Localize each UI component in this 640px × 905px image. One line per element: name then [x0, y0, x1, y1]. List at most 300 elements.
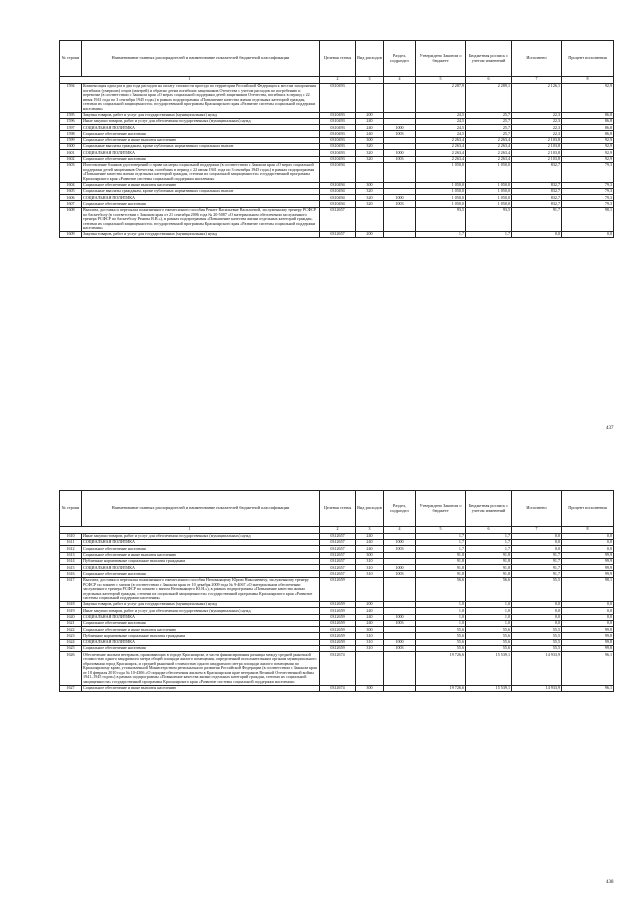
section-cell: 1000	[384, 565, 416, 571]
table-header-row	[60, 491, 614, 527]
section-cell	[384, 83, 416, 112]
col-header-exp-type: Вид расходов	[356, 491, 384, 527]
row-number-cell: 1610	[60, 533, 82, 539]
expense-type-cell: 200	[356, 602, 384, 608]
approved-amount-cell: 1,7	[416, 533, 466, 539]
row-name-cell: Компенсация один раз в два года расходов на оплату стоимости проезда по территории Российской Федерации к местам захоронения погибших (умерших) отцов (матерей) и обратно детям погибших защитников Отечества с учетом расходов по погребению и перевозке (в соответствии с Законом края «О мерах социальной поддержки детей защитников Отечества, погибших в период с 22 июня 1941 года по 3 сентября 1945 года») в рамках подпрограммы «Повышение качества жизни отдельных категорий граждан, степени их социальной защищенности» государственной программы Красноярского края «Развитие системы социальной поддержки населения»	[82, 83, 320, 112]
expense-type-cell: 240	[356, 118, 384, 124]
row-name-cell: Социальное обеспечение и иные выплаты населению	[82, 627, 320, 633]
approved-amount-cell: 1,7	[416, 232, 466, 238]
target-article-cell: 0312659	[320, 639, 356, 645]
expense-type-cell: 240	[356, 131, 384, 137]
row-number-cell: 1605	[60, 188, 82, 194]
row-number-cell: 1611	[60, 540, 82, 546]
section-cell	[384, 652, 416, 685]
approved-amount-cell: 1,0	[416, 620, 466, 626]
row-number-cell: 1608	[60, 207, 82, 231]
executed-amount-cell: 22,3	[512, 112, 562, 118]
executed-amount-cell: 22,3	[512, 125, 562, 131]
section-cell: 1000	[384, 639, 416, 645]
expense-type-cell: 240	[356, 620, 384, 626]
expense-type-cell: 200	[356, 232, 384, 238]
budget-list-amount-cell: 25,7	[466, 112, 512, 118]
approved-amount-cell: 1 050,0	[416, 188, 466, 194]
row-name-cell: Социальные выплаты гражданам, кроме публичных нормативных социальных выплат	[82, 188, 320, 194]
target-article-cell: 0312657	[320, 558, 356, 564]
expense-type-cell: 300	[356, 552, 384, 558]
expense-type-cell: 300	[356, 137, 384, 143]
expense-type-cell: 240	[356, 608, 384, 614]
row-number-cell: 1599	[60, 137, 82, 143]
col-index: 5	[416, 77, 466, 84]
executed-amount-cell: 0,0	[512, 608, 562, 614]
approved-amount-cell: 2 263,4	[416, 137, 466, 143]
col-header-exp-type: Вид расходов	[356, 41, 384, 77]
expense-type-cell: 240	[356, 533, 384, 539]
col-index: 7	[512, 527, 562, 534]
row-number-cell: 1604	[60, 182, 82, 188]
percent-cell: 92,9	[562, 156, 614, 162]
row-name-cell: Социальное обеспечение населения	[82, 546, 320, 552]
target-article-cell: 0312657	[320, 232, 356, 238]
budget-list-amount-cell: 15 539,1	[466, 652, 512, 685]
row-number-cell: 1616	[60, 571, 82, 577]
section-cell: 1003	[384, 620, 416, 626]
approved-amount-cell: 1,0	[416, 614, 466, 620]
row-name-cell: Социальное обеспечение населения	[82, 156, 320, 162]
approved-amount-cell: 1,0	[416, 602, 466, 608]
row-name-cell: Закупка товаров, работ и услуг для государственных (муниципальных) нужд	[82, 602, 320, 608]
approved-amount-cell: 19 726,6	[416, 652, 466, 685]
row-number-cell: 1622	[60, 627, 82, 633]
col-header-percent: Процент исполнения	[562, 491, 614, 527]
row-name-cell: Публичные нормативные социальные выплаты гражданам	[82, 633, 320, 639]
row-name-cell: СОЦИАЛЬНАЯ ПОЛИТИКА	[82, 565, 320, 571]
section-cell	[384, 577, 416, 601]
approved-amount-cell: 91,8	[416, 552, 466, 558]
col-index: 2	[320, 77, 356, 84]
section-cell: 1000	[384, 540, 416, 546]
approved-amount-cell: 1 050,0	[416, 201, 466, 207]
approved-amount-cell: 55,6	[416, 627, 466, 633]
table-row	[60, 652, 614, 685]
executed-amount-cell: 14 933,9	[512, 685, 562, 691]
row-number-cell: 1626	[60, 652, 82, 685]
budget-list-amount-cell: 1,7	[466, 533, 512, 539]
row-name-cell: Иные закупки товаров, работ и услуг для обеспечения государственных (муниципальных) нужд	[82, 608, 320, 614]
budget-list-amount-cell: 1 050,0	[466, 182, 512, 188]
percent-cell: 92,9	[562, 150, 614, 156]
budget-list-amount-cell: 55,6	[466, 627, 512, 633]
row-number-cell: 1606	[60, 195, 82, 201]
target-article-cell: 0310493	[320, 156, 356, 162]
row-name-cell: СОЦИАЛЬНАЯ ПОЛИТИКА	[82, 614, 320, 620]
row-number-cell: 1612	[60, 546, 82, 552]
section-cell: 1000	[384, 125, 416, 131]
budget-list-amount-cell: 1 050,0	[466, 195, 512, 201]
target-article-cell: 0312659	[320, 627, 356, 633]
percent-cell: 99,8	[562, 639, 614, 645]
row-number-cell: 1601	[60, 150, 82, 156]
col-index: 1	[60, 527, 320, 534]
percent-cell: 0,0	[562, 546, 614, 552]
approved-amount-cell: 55,6	[416, 633, 466, 639]
row-name-cell: Закупка товаров, работ и услуг для государственных (муниципальных) нужд	[82, 112, 320, 118]
section-cell	[384, 162, 416, 182]
target-article-cell: 0310494	[320, 201, 356, 207]
expense-type-cell: 320	[356, 143, 384, 149]
col-index: 6	[466, 77, 512, 84]
col-index: 1	[60, 77, 320, 84]
budget-list-amount-cell: 1,0	[466, 602, 512, 608]
column-index-row	[60, 527, 614, 534]
expense-type-cell: 310	[356, 646, 384, 652]
executed-amount-cell: 0,0	[512, 602, 562, 608]
expense-type-cell	[356, 577, 384, 601]
target-article-cell: 0312659	[320, 602, 356, 608]
expense-type-cell: 240	[356, 125, 384, 131]
budget-list-amount-cell: 1,0	[466, 620, 512, 626]
col-header-name: Наименование главных распорядителей и наименование показателей бюджетной классификации	[82, 491, 320, 527]
target-article-cell: 0310494	[320, 195, 356, 201]
executed-amount-cell: 2 103,8	[512, 137, 562, 143]
row-name-cell: Социальное обеспечение населения	[82, 131, 320, 137]
executed-amount-cell: 0,0	[512, 540, 562, 546]
col-header-row-no: № строки	[60, 491, 82, 527]
row-name-cell: Обеспечение жильем ветеранов, проживающих в городе Красноярске, в части финансирования разницы между средней рыночной стоимостью одного квадратного метра общей площади жилого помещения, определенной исполнительным органом муниципального образования город Красноярск, и средней рыночной стоимостью одного квадратного метра площади жилого помещения по Красноярскому краю, установленной Министерством регионального развития Российской Федерации (в соответствии с Законом края от 18 февраля 2010 года № 10-4306 «О порядке обеспечения жильем в Красноярском крае ветеранов Великой Отечественной войны 1941–1945 годов») в рамках подпрограммы «Повышение качества жизни отдельных категорий граждан, степени их социальной защищенности» государственной программы Красноярского края «Развитие системы социальной поддержки населения»	[82, 652, 320, 685]
approved-amount-cell: 2 287,9	[416, 83, 466, 112]
col-index: 3	[356, 527, 384, 534]
budget-table-2	[59, 490, 614, 692]
percent-cell: 0,0	[562, 602, 614, 608]
col-index: 8	[562, 77, 614, 84]
target-article-cell: 0312657	[320, 565, 356, 571]
section-cell: 1003	[384, 546, 416, 552]
percent-cell: 99,8	[562, 646, 614, 652]
budget-list-amount-cell: 2 263,4	[466, 156, 512, 162]
row-number-cell: 1614	[60, 558, 82, 564]
percent-cell: 79,3	[562, 201, 614, 207]
row-number-cell: 1603	[60, 162, 82, 182]
target-article-cell: 0312657	[320, 207, 356, 231]
executed-amount-cell: 55,5	[512, 577, 562, 601]
budget-list-amount-cell: 55,6	[466, 633, 512, 639]
approved-amount-cell: 1 050,0	[416, 162, 466, 182]
approved-amount-cell: 93,5	[416, 207, 466, 231]
row-name-cell: Социальное обеспечение населения	[82, 571, 320, 577]
budget-list-amount-cell: 91,8	[466, 552, 512, 558]
executed-amount-cell: 55,5	[512, 639, 562, 645]
percent-cell: 96,1	[562, 652, 614, 685]
executed-amount-cell: 832,7	[512, 188, 562, 194]
expense-type-cell: 320	[356, 188, 384, 194]
col-header-executed: Исполнено	[512, 491, 562, 527]
table-row	[60, 232, 614, 238]
expense-type-cell: 320	[356, 150, 384, 156]
percent-cell: 0,0	[562, 620, 614, 626]
col-header-section: Раздел, подраздел	[384, 491, 416, 527]
target-article-cell: 0310494	[320, 182, 356, 188]
executed-amount-cell: 22,3	[512, 118, 562, 124]
percent-cell: 99,9	[562, 552, 614, 558]
budget-list-amount-cell: 1,0	[466, 614, 512, 620]
row-name-cell: Социальное обеспечение и иные выплаты населению	[82, 182, 320, 188]
col-header-percent: Процент исполнения	[562, 41, 614, 77]
executed-amount-cell: 0,0	[512, 620, 562, 626]
budget-list-amount-cell: 25,7	[466, 131, 512, 137]
executed-amount-cell: 0,0	[512, 614, 562, 620]
percent-cell: 98,1	[562, 207, 614, 231]
executed-amount-cell: 91,7	[512, 552, 562, 558]
budget-list-amount-cell: 1,7	[466, 546, 512, 552]
percent-cell: 86,8	[562, 112, 614, 118]
approved-amount-cell: 1,7	[416, 540, 466, 546]
row-name-cell: Иные закупки товаров, работ и услуг для обеспечения государственных (муниципальных) нужд	[82, 118, 320, 124]
executed-amount-cell: 91,7	[512, 207, 562, 231]
percent-cell: 79,3	[562, 195, 614, 201]
expense-type-cell: 310	[356, 571, 384, 577]
budget-list-amount-cell: 91,8	[466, 558, 512, 564]
row-name-cell: Закупка товаров, работ и услуг для государственных (муниципальных) нужд	[82, 232, 320, 238]
row-number-cell: 1624	[60, 639, 82, 645]
executed-amount-cell: 832,7	[512, 195, 562, 201]
row-number-cell: 1620	[60, 614, 82, 620]
target-article-cell: 0312659	[320, 633, 356, 639]
percent-cell: 0,0	[562, 608, 614, 614]
approved-amount-cell: 24,5	[416, 131, 466, 137]
budget-list-amount-cell: 2 263,4	[466, 137, 512, 143]
budget-table-1	[59, 40, 614, 238]
target-article-cell: 0310494	[320, 188, 356, 194]
row-name-cell: Публичные нормативные социальные выплаты гражданам	[82, 558, 320, 564]
row-name-cell: СОЦИАЛЬНАЯ ПОЛИТИКА	[82, 195, 320, 201]
percent-cell: 0,0	[562, 614, 614, 620]
row-name-cell: Социальное обеспечение населения	[82, 646, 320, 652]
section-cell	[384, 207, 416, 231]
col-header-section: Раздел, подраздел	[384, 41, 416, 77]
expense-type-cell: 310	[356, 633, 384, 639]
target-article-cell: 0312657	[320, 552, 356, 558]
approved-amount-cell: 2 263,4	[416, 150, 466, 156]
approved-amount-cell: 1 050,0	[416, 182, 466, 188]
table-body	[60, 533, 614, 691]
row-number-cell: 1602	[60, 156, 82, 162]
table-body	[60, 83, 614, 238]
budget-list-amount-cell: 1 050,0	[466, 201, 512, 207]
approved-amount-cell: 24,5	[416, 118, 466, 124]
expense-type-cell: 300	[356, 182, 384, 188]
target-article-cell: 0310493	[320, 118, 356, 124]
budget-list-amount-cell: 55,6	[466, 639, 512, 645]
page-number: 437	[606, 426, 614, 431]
row-name-cell: Иные закупки товаров, работ и услуг для обеспечения государственных (муниципальных) нужд	[82, 533, 320, 539]
col-header-budget-list: Бюджетная роспись с учетом изменений	[466, 491, 512, 527]
target-article-cell: 0312657	[320, 571, 356, 577]
row-name-cell: СОЦИАЛЬНАЯ ПОЛИТИКА	[82, 639, 320, 645]
percent-cell: 99,9	[562, 565, 614, 571]
row-number-cell: 1621	[60, 620, 82, 626]
row-name-cell: Изготовление бланков удостоверений о праве на меры социальной поддержки (в соответствии с Законом края «О мерах социальной поддержки детей защитников Отечества, погибших в период с 22 июня 1941 года по 3 сентября 1945 года») в рамках подпрограммы «Повышение качества жизни отдельных категорий граждан, степени их социальной защищенности» государственной программы Красноярского края «Развитие системы социальной поддержки населения»	[82, 162, 320, 182]
section-cell: 1000	[384, 195, 416, 201]
expense-type-cell: 310	[356, 639, 384, 645]
row-number-cell: 1598	[60, 131, 82, 137]
budget-list-amount-cell: 25,7	[466, 118, 512, 124]
executed-amount-cell: 91,7	[512, 571, 562, 577]
target-article-cell: 0310493	[320, 143, 356, 149]
approved-amount-cell: 19 726,6	[416, 685, 466, 691]
col-index: 2	[320, 527, 356, 534]
expense-type-cell: 320	[356, 195, 384, 201]
target-article-cell: 0312674	[320, 652, 356, 685]
budget-list-amount-cell: 91,8	[466, 565, 512, 571]
percent-cell: 92,9	[562, 137, 614, 143]
target-article-cell: 0312659	[320, 608, 356, 614]
target-article-cell: 0310493	[320, 112, 356, 118]
executed-amount-cell: 832,7	[512, 201, 562, 207]
executed-amount-cell: 55,5	[512, 633, 562, 639]
expense-type-cell: 300	[356, 627, 384, 633]
table-header-row	[60, 41, 614, 77]
budget-list-amount-cell: 56,6	[466, 577, 512, 601]
row-name-cell: Социальное обеспечение населения	[82, 620, 320, 626]
budget-list-amount-cell: 2 289,1	[466, 83, 512, 112]
row-name-cell: Выплата, доставка и пересылка пожизненного ежемесячного пособия Ренате Васильевне Васильевой, заслуженному тренеру РСФСР по баскетболу (в соответствии с Законом края от 21 сентября 2006 года № 20-5087 «О материальном обеспечении заслуженного тренера РСФСР по баскетболу Ренаты В.В.»), в рамках подпрограммы «Повышение качества жизни отдельных категорий граждан, степени их социальной защищенности» государственной программы Красноярского края «Развитие системы социальной поддержки населения»	[82, 207, 320, 231]
target-article-cell: 0312659	[320, 646, 356, 652]
percent-cell: 79,3	[562, 162, 614, 182]
expense-type-cell	[356, 83, 384, 112]
executed-amount-cell: 832,7	[512, 182, 562, 188]
target-article-cell: 0312659	[320, 577, 356, 601]
executed-amount-cell: 0,0	[512, 533, 562, 539]
expense-type-cell	[356, 652, 384, 685]
row-number-cell: 1609	[60, 232, 82, 238]
executed-amount-cell: 2 126,1	[512, 83, 562, 112]
col-header-executed: Исполнено	[512, 41, 562, 77]
row-number-cell: 1618	[60, 602, 82, 608]
budget-list-amount-cell: 1,7	[466, 540, 512, 546]
section-cell: 1000	[384, 614, 416, 620]
row-number-cell: 1617	[60, 577, 82, 601]
section-cell: 1003	[384, 571, 416, 577]
col-index: 5	[416, 527, 466, 534]
expense-type-cell	[356, 162, 384, 182]
percent-cell: 92,9	[562, 83, 614, 112]
row-number-cell: 1597	[60, 125, 82, 131]
target-article-cell: 0310493	[320, 83, 356, 112]
expense-type-cell: 240	[356, 540, 384, 546]
row-number-cell: 1596	[60, 118, 82, 124]
col-index: 8	[562, 527, 614, 534]
table-row	[60, 83, 614, 112]
col-header-name: Наименование главных распорядителей и наименование показателей бюджетной классификации	[82, 41, 320, 77]
budget-list-amount-cell: 1 050,0	[466, 188, 512, 194]
section-cell: 1003	[384, 156, 416, 162]
budget-list-amount-cell: 2 263,4	[466, 143, 512, 149]
row-number-cell: 1625	[60, 646, 82, 652]
percent-cell: 86,8	[562, 118, 614, 124]
col-header-approved: Утверждено Законом о бюджете	[416, 41, 466, 77]
col-header-target: Целевая статья	[320, 41, 356, 77]
percent-cell: 79,3	[562, 188, 614, 194]
expense-type-cell: 200	[356, 112, 384, 118]
row-number-cell: 1594	[60, 83, 82, 112]
col-index: 4	[384, 77, 416, 84]
budget-list-amount-cell: 93,5	[466, 207, 512, 231]
table-row	[60, 685, 614, 691]
expense-type-cell: 240	[356, 614, 384, 620]
target-article-cell: 0312659	[320, 620, 356, 626]
executed-amount-cell: 91,7	[512, 565, 562, 571]
approved-amount-cell: 24,5	[416, 125, 466, 131]
expense-type-cell: 320	[356, 156, 384, 162]
row-name-cell: Социальное обеспечение и иные выплаты населению	[82, 685, 320, 691]
budget-list-amount-cell: 15 539,1	[466, 685, 512, 691]
row-number-cell: 1623	[60, 633, 82, 639]
executed-amount-cell: 55,5	[512, 646, 562, 652]
budget-list-amount-cell: 91,8	[466, 571, 512, 577]
percent-cell: 92,9	[562, 143, 614, 149]
row-number-cell: 1615	[60, 565, 82, 571]
percent-cell: 0,0	[562, 533, 614, 539]
row-name-cell: СОЦИАЛЬНАЯ ПОЛИТИКА	[82, 150, 320, 156]
target-article-cell: 0312674	[320, 685, 356, 691]
budget-list-amount-cell: 1,0	[466, 608, 512, 614]
percent-cell: 79,3	[562, 182, 614, 188]
executed-amount-cell: 0,0	[512, 546, 562, 552]
table-row	[60, 162, 614, 182]
expense-type-cell: 320	[356, 201, 384, 207]
col-index: 4	[384, 527, 416, 534]
percent-cell: 86,8	[562, 125, 614, 131]
executed-amount-cell: 55,5	[512, 627, 562, 633]
target-article-cell: 0312657	[320, 533, 356, 539]
percent-cell: 0,0	[562, 232, 614, 238]
column-index-row	[60, 77, 614, 84]
expense-type-cell: 310	[356, 565, 384, 571]
approved-amount-cell: 1 050,0	[416, 195, 466, 201]
row-name-cell: Выплата, доставка и пересылка пожизненного ежемесячного пособия Непомнящему Юрию Николаевичу, заслуженному тренеру РСФСР по хоккею с мячом (в соответствии с Законом края от 10 декабря 2009 года № 9-4067 «О материальном обеспечении заслуженного тренера РСФСР по хоккею с мячом Непомнящего Ю.Н.»), в рамках подпрограммы «Повышение качества жизни отдельных категорий граждан, степени их социальной защищенности» государственной программы Красноярского края «Развитие системы социальной поддержки населения»	[82, 577, 320, 601]
expense-type-cell	[356, 207, 384, 231]
percent-cell: 86,8	[562, 131, 614, 137]
row-number-cell: 1627	[60, 685, 82, 691]
approved-amount-cell: 2 263,4	[416, 143, 466, 149]
col-header-approved: Утверждено Законом о бюджете	[416, 491, 466, 527]
target-article-cell: 0312657	[320, 546, 356, 552]
table-row	[60, 207, 614, 231]
target-article-cell: 0310493	[320, 131, 356, 137]
approved-amount-cell: 1,0	[416, 608, 466, 614]
col-index: 6	[466, 527, 512, 534]
executed-amount-cell: 832,7	[512, 162, 562, 182]
row-name-cell: СОЦИАЛЬНАЯ ПОЛИТИКА	[82, 540, 320, 546]
executed-amount-cell: 2 103,8	[512, 143, 562, 149]
table-row	[60, 577, 614, 601]
row-number-cell: 1613	[60, 552, 82, 558]
row-name-cell: Социальное обеспечение населения	[82, 201, 320, 207]
target-article-cell: 0312657	[320, 540, 356, 546]
approved-amount-cell: 55,6	[416, 639, 466, 645]
col-header-budget-list: Бюджетная роспись с учетом изменений	[466, 41, 512, 77]
expense-type-cell: 300	[356, 685, 384, 691]
row-name-cell: Социальные выплаты гражданам, кроме публичных нормативных социальных выплат	[82, 143, 320, 149]
budget-list-amount-cell: 2 263,4	[466, 150, 512, 156]
row-name-cell: СОЦИАЛЬНАЯ ПОЛИТИКА	[82, 125, 320, 131]
col-index: 7	[512, 77, 562, 84]
section-cell: 1003	[384, 131, 416, 137]
percent-cell: 98,1	[562, 577, 614, 601]
percent-cell: 99,9	[562, 558, 614, 564]
approved-amount-cell: 55,6	[416, 646, 466, 652]
